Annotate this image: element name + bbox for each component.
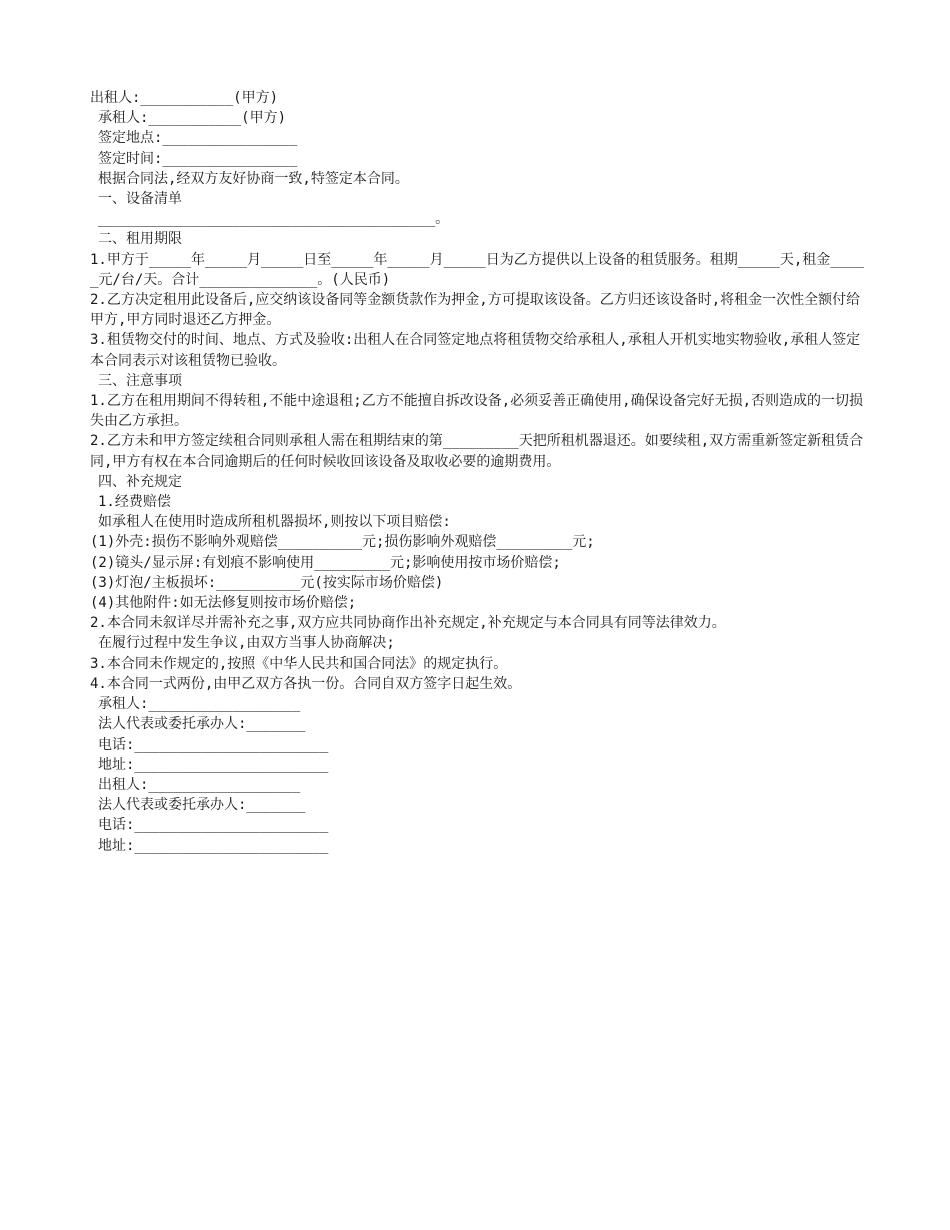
clause-no-sublease: 1.乙方在租用期间不得转租,不能中途退租;乙方不能擅自拆改设备,必须妥善正确使用,确保设备完好无损,否则造成的一切损失由乙方承担。: [90, 393, 863, 430]
signature-lessor: 出租人:__________________: [98, 776, 301, 793]
signature-lessor-representative: 法人代表或委托承办人:_______: [98, 797, 306, 814]
clause-supplementary: 2.本合同未叙详尽并需补充之事,双方应共同协商作出补充规定,补充规定与本合同具有同等法律效力。: [90, 615, 726, 632]
clause-governing-law: 3.本合同未作规定的,按照《中华人民共和国合同法》的规定执行。: [90, 655, 508, 672]
section-heading-notes: 三、注意事项: [98, 372, 182, 389]
signature-lessor-address: 地址:_______________________: [98, 837, 329, 854]
contract-document: [90, 88, 870, 856]
signature-lessee-representative: 法人代表或委托承办人:_______: [98, 716, 306, 733]
compensation-heading: 1.经费赔偿: [98, 494, 171, 511]
signing-time-line: 签定时间:________________: [98, 150, 298, 167]
clause-copies: 4.本合同一式两份,由甲乙双方各执一份。合同自双方签字日起生效。: [90, 675, 522, 692]
section-heading-rental-period: 二、租用期限: [98, 231, 182, 248]
section-heading-equipment-list: 一、设备清单: [98, 191, 182, 208]
signature-lessee-address: 地址:_______________________: [98, 756, 329, 773]
clause-return: 2.乙方未和甲方签定续租合同则承租人需在租期结束的第_________天把所租机器退还。如要续租,双方需重新签定新租赁合同,甲方有权在本合同逾期后的任何时候收回该设备及取收必要的逾期费用。: [90, 433, 864, 470]
clause-delivery: 3.租赁物交付的时间、地点、方式及验收:出租人在合同签定地点将租赁物交给承租人,承租人开机实地实物验收,承租人签定本合同表示对该租赁物已验收。: [90, 332, 861, 369]
compensation-intro: 如承租人在使用时造成所租机器损坏,则按以下项目赔偿:: [98, 514, 451, 531]
compensation-item-lens: (2)镜头/显示屏:有划痕不影响使用_________元;影响使用按市场价赔偿;: [90, 554, 561, 571]
compensation-item-bulb: (3)灯泡/主板损坏:__________元(按实际市场价赔偿): [90, 574, 444, 591]
equipment-list-blank: ________________________________________。: [98, 211, 450, 228]
signature-lessee: 承租人:__________________: [98, 696, 301, 713]
signing-place-line: 签定地点:________________: [98, 130, 298, 147]
lessor-line: 出租人:___________(甲方): [90, 90, 279, 106]
compensation-item-accessories: (4)其他附件:如无法修复则按市场价赔偿;: [90, 595, 357, 612]
clause-disputes: 在履行过程中发生争议,由双方当事人协商解决;: [98, 635, 395, 652]
clause-deposit: 2.乙方决定租用此设备后,应交纳该设备同等金额货款作为押金,方可提取该设备。乙方归还该设备时,将租金一次性全额付给甲方,甲方同时退还乙方押金。: [90, 292, 861, 329]
clause-rental-term: 1.甲方于_____年_____月_____日至_____年_____月_____日为乙方提供以上设备的租赁服务。租期_____天,租金_____元/台/天。合计______________。(人民币): [90, 251, 865, 288]
preamble: 根据合同法,经双方友好协商一致,特签定本合同。: [98, 170, 409, 187]
section-heading-supplementary: 四、补充规定: [98, 473, 182, 490]
compensation-item-casing: (1)外壳:损伤不影响外观赔偿__________元;损伤影响外观赔偿_________元;: [90, 534, 595, 551]
signature-lessee-phone: 电话:_______________________: [98, 736, 329, 753]
signature-lessor-phone: 电话:_______________________: [98, 817, 329, 834]
lessee-line: 承租人:___________(甲方): [98, 110, 287, 127]
